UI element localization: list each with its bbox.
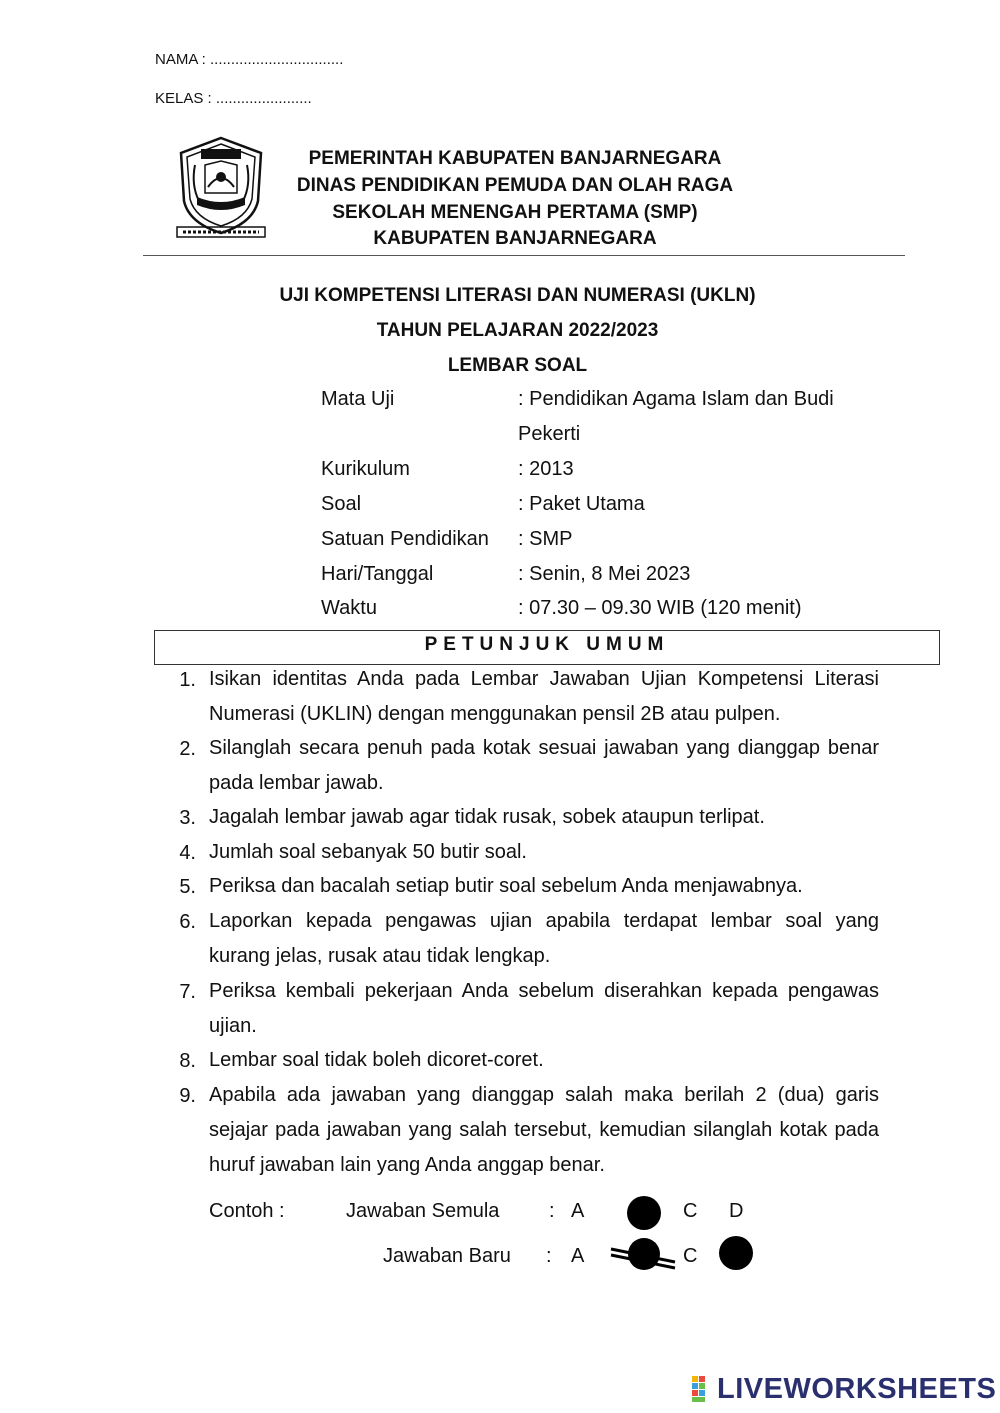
info-value-education-unit: : SMP <box>518 528 573 550</box>
info-label-curriculum: Kurikulum <box>321 458 410 480</box>
info-value-curriculum: : 2013 <box>518 458 574 480</box>
liveworksheets-logo-icon <box>692 1376 714 1402</box>
instruction-text: Lembar soal tidak boleh dicoret-coret. <box>209 1049 544 1071</box>
instruction-number: 2. <box>179 738 196 760</box>
instruction-text: Apabila ada jawaban yang dianggap salah maka berilah 2 (dua) garis sejajar pada jawaban yang salah tersebut, kemudian silanglah kotak pada huruf jawaban lain yang Anda anggap benar. <box>209 1084 879 1176</box>
instruction-text: Periksa dan bacalah setiap butir soal sebelum Anda menjawabnya. <box>209 875 803 897</box>
info-label-education-unit: Satuan Pendidikan <box>321 528 489 550</box>
info-label-time: Waktu <box>321 597 377 619</box>
info-value-subject-cont: Pekerti <box>518 423 581 445</box>
student-class-field: KELAS : ....................... <box>155 90 312 107</box>
example-colon: : <box>549 1200 555 1222</box>
instruction-number: 6. <box>179 911 196 933</box>
info-value-time: : 07.30 – 09.30 WIB (120 menit) <box>518 597 802 619</box>
info-value-question-set: : Paket Utama <box>518 493 645 515</box>
info-label-subject: Mata Uji <box>321 388 395 410</box>
new-filled-answer-bubble <box>719 1236 753 1270</box>
option-a-label: A <box>571 1200 585 1222</box>
exam-year: TAHUN PELAJARAN 2022/2023 <box>376 320 659 341</box>
instruction-text: Silanglah secara penuh pada kotak sesuai jawaban yang dianggap benar pada lembar jawab. <box>209 737 879 794</box>
instructions-heading: PETUNJUK UMUM <box>154 630 940 665</box>
example-original-label: Jawaban Semula <box>346 1200 500 1222</box>
option-c-label: C <box>683 1200 698 1222</box>
option-a-label: A <box>571 1245 585 1267</box>
student-name-field: NAMA : ................................ <box>155 51 344 68</box>
instruction-number: 8. <box>179 1050 196 1072</box>
instruction-number: 9. <box>179 1085 196 1107</box>
letterhead-line-2: DINAS PENDIDIKAN PEMUDA DAN OLAH RAGA <box>296 175 734 196</box>
info-value-subject: : Pendidikan Agama Islam dan Budi <box>518 388 834 410</box>
example-colon: : <box>546 1245 552 1267</box>
instruction-text: Jumlah soal sebanyak 50 butir soal. <box>209 841 527 863</box>
letterhead-line-4: KABUPATEN BANJARNEGARA <box>373 228 657 249</box>
instruction-number: 5. <box>179 876 196 898</box>
instruction-number: 1. <box>179 669 196 691</box>
info-value-date: : Senin, 8 Mei 2023 <box>518 563 691 585</box>
exam-sheet-title: LEMBAR SOAL <box>447 355 588 376</box>
instruction-number: 7. <box>179 981 196 1003</box>
letterhead-line-1: PEMERINTAH KABUPATEN BANJARNEGARA <box>308 148 722 169</box>
instruction-text: Laporkan kepada pengawas ujian apabila terdapat lembar soal yang kurang jelas, rusak atau tidak lengkap. <box>209 910 879 967</box>
example-new-label: Jawaban Baru <box>383 1245 511 1267</box>
filled-answer-bubble <box>627 1196 661 1230</box>
instruction-number: 3. <box>179 807 196 829</box>
option-c-label: C <box>683 1245 698 1267</box>
brand-name: LIVEWORKSHEETS <box>717 1372 997 1405</box>
option-d-label: D <box>729 1200 744 1222</box>
letterhead-line-3: SEKOLAH MENENGAH PERTAMA (SMP) <box>332 202 698 223</box>
example-label: Contoh : <box>209 1200 285 1222</box>
letterhead-divider <box>143 255 905 256</box>
info-label-date: Hari/Tanggal <box>321 563 434 585</box>
instruction-text: Jagalah lembar jawab agar tidak rusak, sobek ataupun terlipat. <box>209 806 765 828</box>
instruction-text: Periksa kembali pekerjaan Anda sebelum diserahkan kepada pengawas ujian. <box>209 980 879 1037</box>
instruction-number: 4. <box>179 842 196 864</box>
crossed-out-bubble-icon <box>607 1234 679 1274</box>
instruction-text: Isikan identitas Anda pada Lembar Jawaban Ujian Kompetensi Literasi Numerasi (UKLIN) dengan menggunakan pensil 2B atau pulpen. <box>209 668 879 725</box>
exam-title: UJI KOMPETENSI LITERASI DAN NUMERASI (UKLN) <box>279 285 756 306</box>
liveworksheets-brand <box>692 1372 996 1406</box>
info-label-question-set: Soal <box>321 493 362 515</box>
